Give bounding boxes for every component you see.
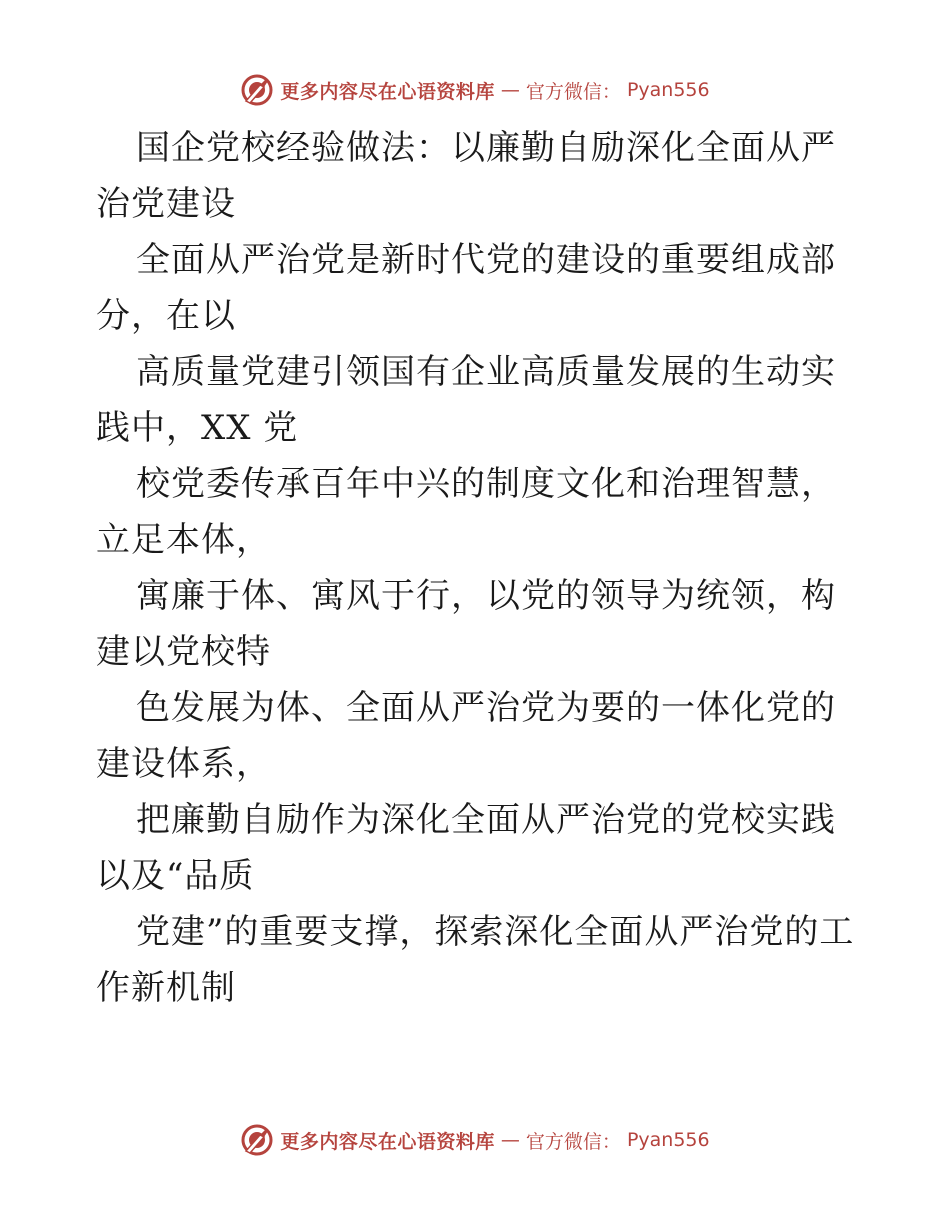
paragraph: 高质量党建引领国有企业高质量发展的生动实践中，XX 党 — [96, 352, 836, 448]
footer-dash: — — [500, 1129, 520, 1151]
header-watermark — [0, 70, 950, 110]
pen-logo-icon — [240, 1123, 274, 1157]
paragraph: 色发展为体、全面从严治党为要的一体化党的建设体系， — [96, 688, 836, 784]
header-dash: — — [500, 79, 520, 101]
document-body — [96, 120, 866, 1016]
footer-wechat-label: 官方微信： — [525, 1130, 621, 1153]
paragraph: 全面从严治党是新时代党的建设的重要组成部分，在以 — [96, 240, 836, 336]
paragraph: 把廉勤自励作为深化全面从严治党的党校实践以及“品质 — [96, 800, 836, 896]
paragraph: 党建”的重要支撑，探索深化全面从严治党的工作新机制 — [96, 912, 855, 1008]
footer-watermark — [0, 1120, 950, 1160]
paragraph-title: 国企党校经验做法：以廉勤自励深化全面从严治党建设 — [96, 128, 836, 224]
footer-brand-text: 更多内容尽在心语资料库 — [280, 1130, 495, 1153]
header-wechat-id: Pyan556 — [626, 79, 710, 101]
paragraph: 寓廉于体、寓风于行，以党的领导为统领，构建以党校特 — [96, 576, 836, 672]
pen-logo-icon — [240, 73, 274, 107]
header-wechat-label: 官方微信： — [525, 80, 621, 103]
footer-wechat-id: Pyan556 — [626, 1129, 710, 1151]
header-brand-text: 更多内容尽在心语资料库 — [280, 80, 495, 103]
paragraph: 校党委传承百年中兴的制度文化和治理智慧，立足本体， — [96, 464, 836, 560]
